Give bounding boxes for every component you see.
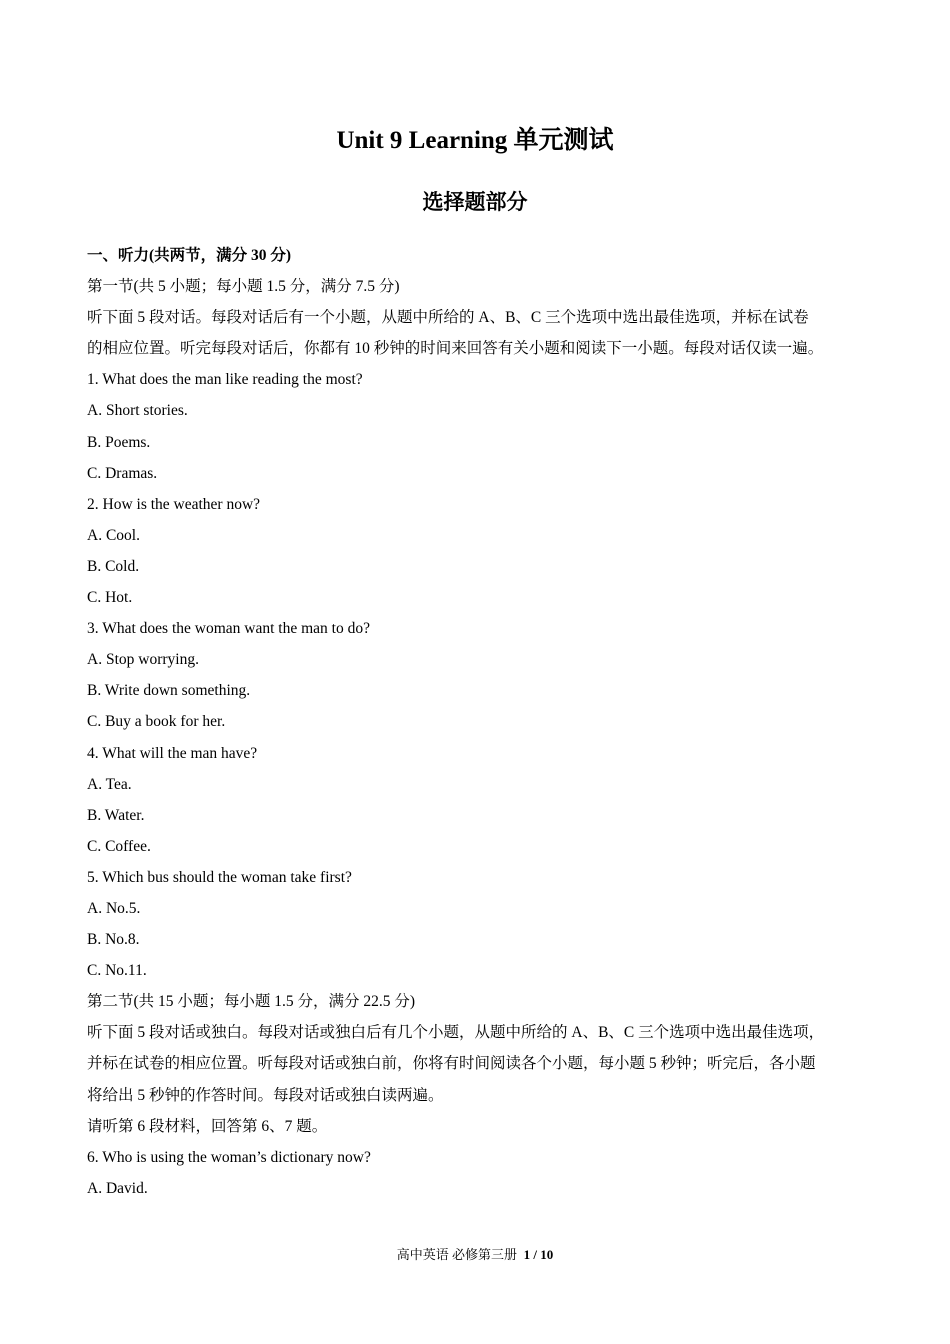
document-body: [87, 240, 867, 1204]
option-c: C. Buy a book for her.: [87, 713, 226, 731]
page-number-current: 1: [523, 1247, 531, 1262]
option-b: B. No.8.: [87, 931, 140, 949]
option-a: A. David.: [87, 1179, 148, 1197]
option-c: C. No.11.: [87, 962, 147, 980]
instruction-line: 听下面 5 段对话。每段对话后有一个小题，从题中所给的 A、B、C 三个选项中选出最佳选项，并标在试卷: [87, 309, 809, 327]
question-text: 6. Who is using the woman’s dictionary now?: [87, 1148, 371, 1166]
question-text: 1. What does the man like reading the most?: [87, 371, 363, 389]
option-b: B. Poems.: [87, 433, 151, 451]
question-text: 3. What does the woman want the man to do?: [87, 620, 370, 638]
option-a: A. Tea.: [87, 775, 132, 793]
option-a: A. No.5.: [87, 899, 141, 917]
option-a: A. Cool.: [87, 526, 140, 544]
option-a: A. Stop worrying.: [87, 651, 199, 669]
footer-book-name: 高中英语 必修第三册: [396, 1247, 518, 1262]
page-subtitle: 选择题部分: [422, 190, 528, 214]
instruction-line: 将给出 5 秒钟的作答时间。每段对话或独白读两遍。: [87, 1086, 444, 1104]
option-a: A. Short stories.: [87, 402, 188, 420]
listening-prompt: 请听第 6 段材料，回答第 6、7 题。: [87, 1117, 328, 1135]
option-b: B. Water.: [87, 806, 145, 824]
option-b: B. Write down something.: [87, 682, 251, 700]
question-text: 5. Which bus should the woman take first?: [87, 868, 352, 886]
option-c: C. Hot.: [87, 589, 133, 607]
question-text: 4. What will the man have?: [87, 744, 258, 762]
page-title: Unit 9 Learning 单元测试: [336, 127, 614, 154]
instruction-line: 并标在试卷的相应位置。听每段对话或独白前，你将有时间阅读各个小题，每小题 5 秒钟；听完后，各小题: [87, 1055, 816, 1073]
part-heading: 第一节(共 5 小题；每小题 1.5 分，满分 7.5 分): [87, 278, 400, 296]
instruction-line: 听下面 5 段对话或独白。每段对话或独白后有几个小题，从题中所给的 A、B、C 三个选项中选出最佳选项，: [87, 1024, 825, 1042]
option-b: B. Cold.: [87, 557, 140, 575]
option-c: C. Dramas.: [87, 464, 158, 482]
part-heading: 第二节(共 15 小题；每小题 1.5 分，满分 22.5 分): [87, 993, 416, 1011]
page-number-separator: /: [530, 1247, 541, 1262]
option-c: C. Coffee.: [87, 837, 151, 855]
instruction-line: 的相应位置。听完每段对话后，你都有 10 秒钟的时间来回答有关小题和阅读下一小题。每段对话仅读一遍。: [87, 340, 824, 358]
question-text: 2. How is the weather now?: [87, 495, 261, 513]
page-number-total: 10: [540, 1247, 554, 1262]
section-heading: 一、听力(共两节，满分 30 分): [87, 247, 292, 264]
page-footer: [0, 1245, 950, 1265]
